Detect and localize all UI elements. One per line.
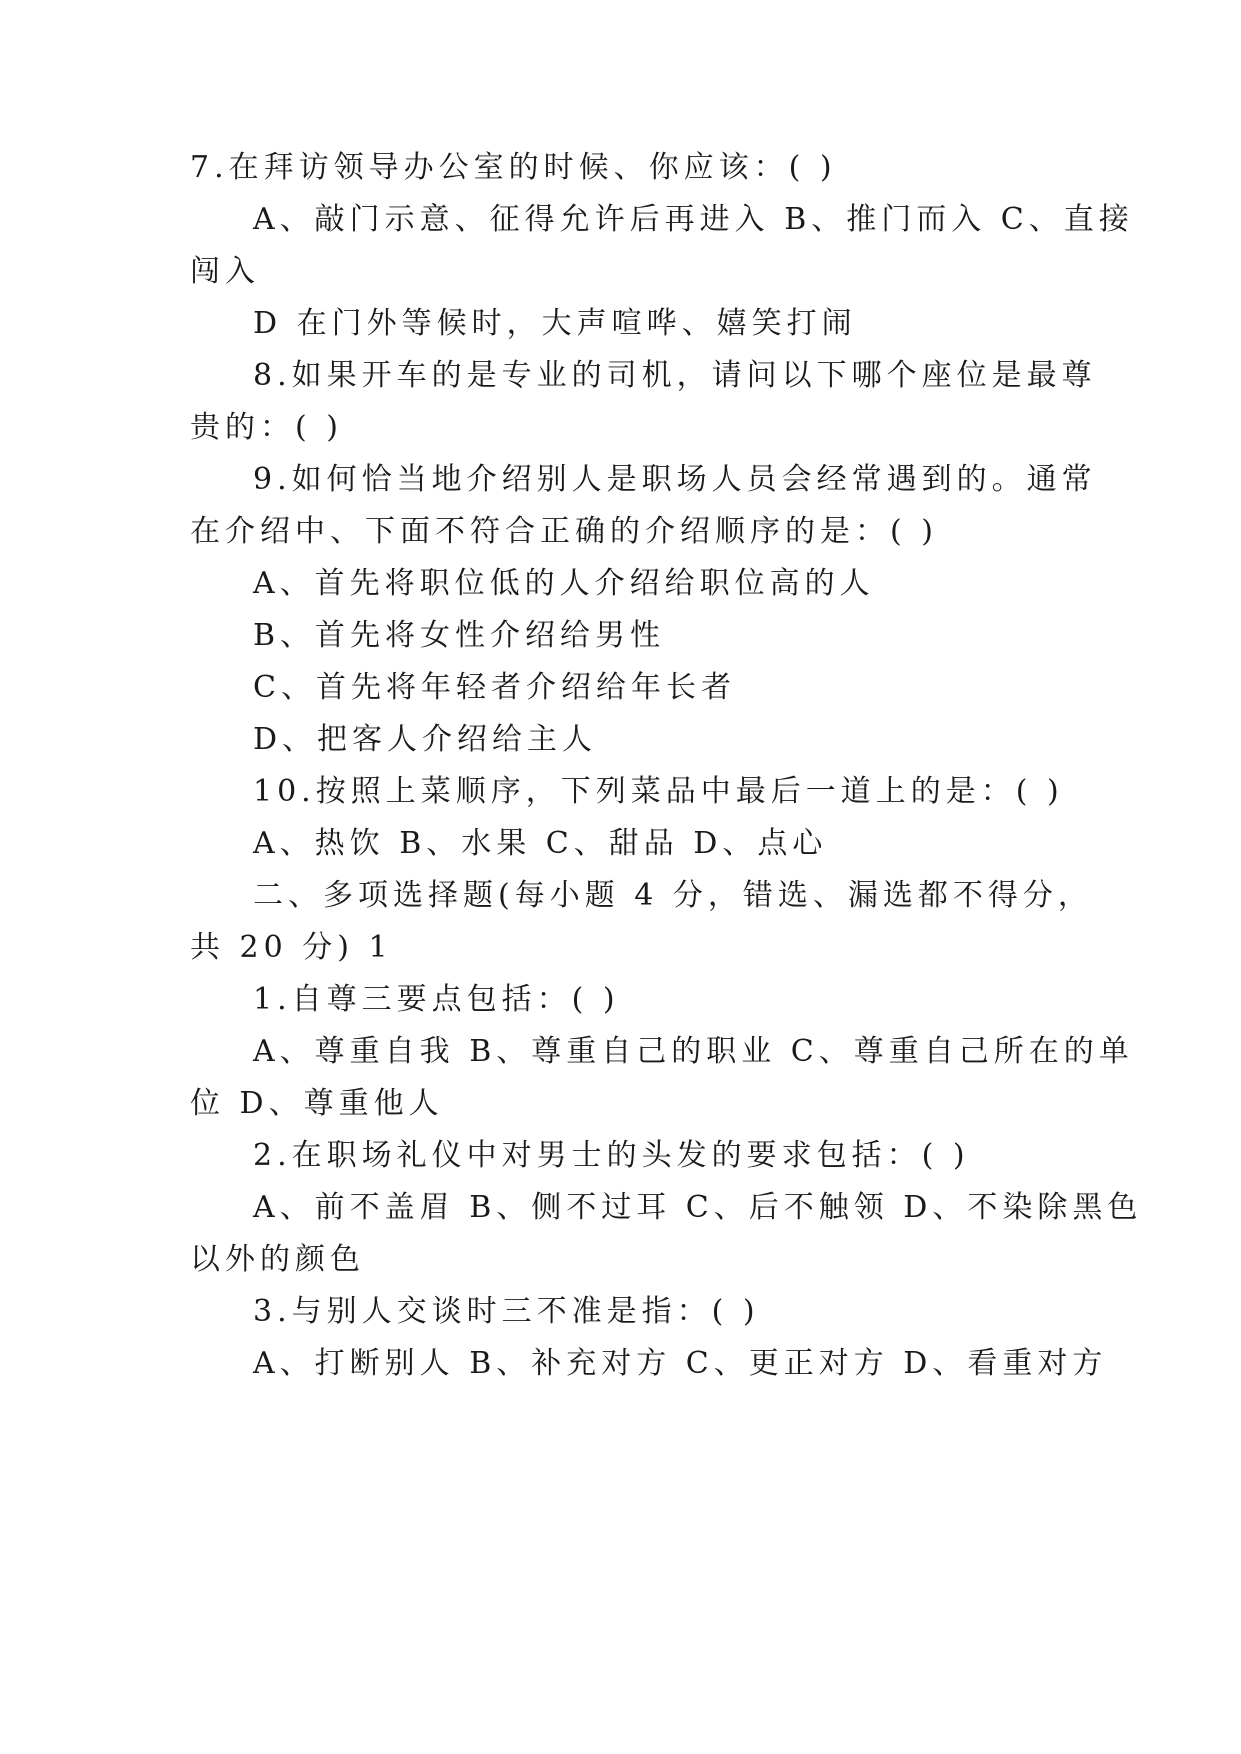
mc-question-1: 1.自尊三要点包括：( ): [253, 982, 620, 1017]
question-9-option-c: C、首先将年轻者介绍给年长者: [253, 670, 736, 705]
mc-question-2-options-line-2: 以外的颜色: [190, 1242, 365, 1277]
question-9-option-d: D、把客人介绍给主人: [253, 722, 598, 757]
question-8-line-1: 8.如果开车的是专业的司机，请问以下哪个座位是最尊: [253, 358, 1097, 393]
mc-question-2: 2.在职场礼仪中对男士的头发的要求包括：( ): [253, 1138, 970, 1173]
question-7-options-line-2: 闯入: [190, 254, 260, 289]
question-9-line-2: 在介绍中、下面不符合正确的介绍顺序的是：( ): [190, 514, 938, 549]
question-7-option-d: D 在门外等候时，大声喧哗、嬉笑打闹: [253, 306, 857, 341]
question-10-options: A、热饮 B、水果 C、甜品 D、点心: [253, 826, 828, 861]
mc-question-3: 3.与别人交谈时三不准是指：( ): [253, 1294, 760, 1329]
question-9-option-a: A、首先将职位低的人介绍给职位高的人: [253, 566, 875, 601]
question-9-option-b: B、首先将女性介绍给男性: [253, 618, 666, 653]
question-9-line-1: 9.如何恰当地介绍别人是职场人员会经常遇到的。通常: [253, 462, 1097, 497]
question-7-options-line-1: A、敲门示意、征得允许后再进入 B、推门而入 C、直接: [253, 202, 1134, 237]
mc-question-1-options-line-1: A、尊重自我 B、尊重自己的职业 C、尊重自己所在的单: [253, 1034, 1134, 1069]
section-heading-line-1: 二、多项选择题(每小题 4 分，错选、漏选都不得分，: [253, 878, 1093, 913]
mc-question-2-options-line-1: A、前不盖眉 B、侧不过耳 C、后不触领 D、不染除黑色: [253, 1190, 1143, 1225]
mc-question-1-options-line-2: 位 D、尊重他人: [190, 1086, 444, 1121]
mc-question-3-options: A、打断别人 B、补充对方 C、更正对方 D、看重对方: [253, 1346, 1108, 1381]
question-10: 10.按照上菜顺序，下列菜品中最后一道上的是：( ): [253, 774, 1064, 809]
question-8-line-2: 贵的：( ): [190, 410, 343, 445]
section-heading-line-2: 共 20 分) 1: [190, 930, 393, 965]
question-7: 7.在拜访领导办公室的时候、你应该：( ): [190, 150, 837, 185]
